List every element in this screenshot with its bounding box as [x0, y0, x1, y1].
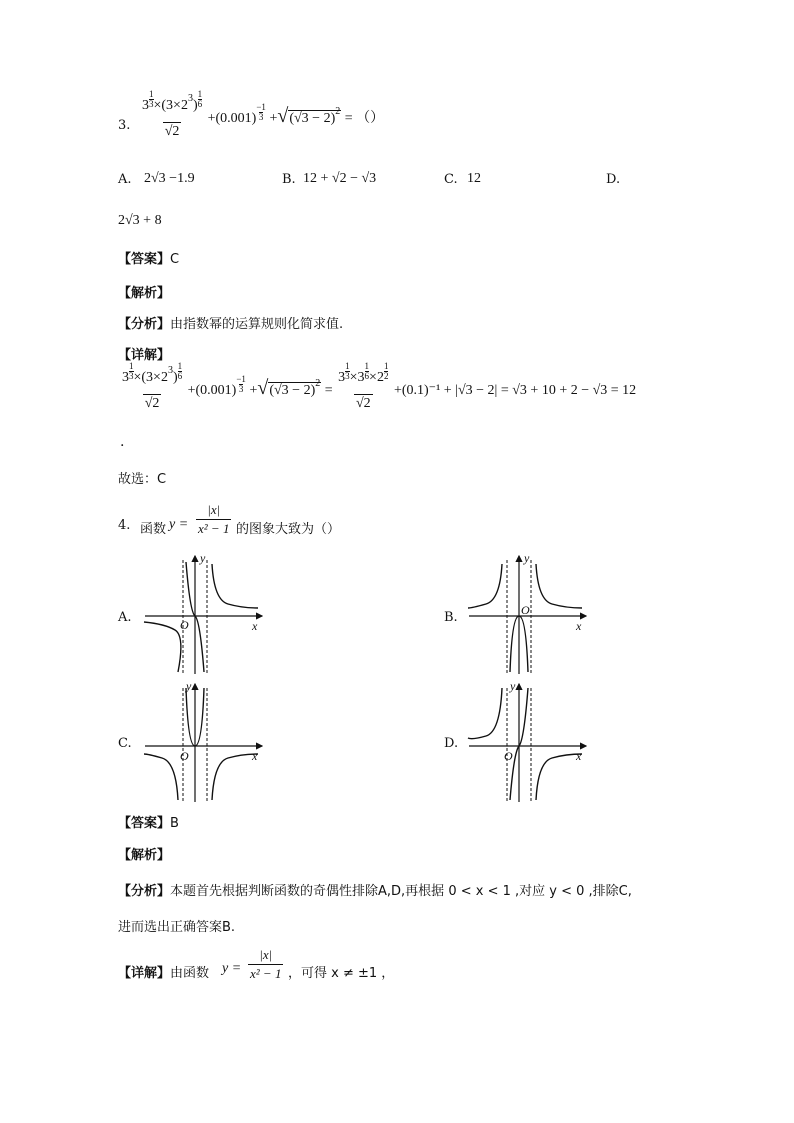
q3-option-d-label: D.	[606, 172, 621, 187]
graph-c	[140, 678, 270, 806]
q3-fenxi-line	[118, 313, 343, 332]
graph-d	[464, 678, 594, 806]
q3-plus-term: +(0.001) $\frac{-1}{3}$	[207, 102, 266, 127]
graph-a-x-label: x	[252, 619, 258, 633]
graph-d-origin: O	[504, 749, 513, 763]
q4-fenxi-text: 本题首先根据判断函数的奇偶性排除A,D,再根据 0 < x < 1 ,对应 y < 0 ,排除C,	[170, 884, 632, 899]
q3-sqrt-term: $+√(√3 - 2)^2$	[269, 105, 341, 128]
answer-tag: 【答案】	[118, 252, 171, 267]
q4-detail-numerator: |x|	[259, 947, 273, 962]
q4-detail-line	[118, 962, 209, 981]
q4-y-eq: y =	[169, 517, 189, 532]
q3-option-b-label: B.	[282, 172, 296, 187]
q3-option-d: 2√3 + 8	[118, 213, 162, 228]
q4-detail-denominator: x² − 1	[250, 966, 282, 981]
q3-option-c: 12	[467, 171, 481, 186]
graph-a-origin: O	[180, 618, 189, 632]
q4-answer: B	[170, 816, 179, 831]
q3-period: .	[120, 434, 125, 450]
graph-c-label: C.	[118, 736, 132, 751]
q4-fraction	[196, 502, 231, 537]
graph-c-y-label: y	[186, 679, 192, 693]
graph-d-x-label: x	[576, 749, 582, 763]
q4-analysis-tag: 【解析】	[118, 848, 171, 863]
q3-number: 3.	[118, 118, 131, 133]
graph-b-label: B.	[444, 610, 458, 625]
q3-detail-mid-fraction: 3 $\frac{1}{3}$ ×3 $\frac{1}{6}$ ×2 $\frac{1}{2}$ √2	[338, 361, 389, 411]
q3-detail-expression: 3 $\frac{1}{3}$ $\times(3\times 2^3)$ $\frac{1}{6}$ √2 +(0.001) $\frac{-1}{3}$ $+√(√3 - 2)^2$ = 3 $\frac{1}{3}$ ×3 $\frac{1}{6}$ ×2 $\frac{1}{2}$ √2 +(0.1)⁻¹ + |√3 − 2| = √3 + 10 + 2 − √3 = 12	[122, 361, 637, 411]
graph-a-y-label: y	[200, 551, 206, 565]
q4-numerator: |x|	[207, 502, 221, 517]
q3-option-a-label: A.	[118, 172, 132, 187]
q4-number: 4.	[118, 518, 131, 533]
q3-answer-line	[118, 248, 179, 267]
q3-analysis-tag: 【解析】	[118, 286, 171, 301]
q4-denominator: x² − 1	[198, 521, 230, 536]
detail-tag: 【详解】	[118, 966, 171, 981]
q4-answer-line	[118, 812, 179, 831]
graph-b-origin: O	[521, 603, 530, 617]
graph-a	[140, 550, 270, 678]
q3-option-b: 12 + √2 − √3	[303, 171, 377, 186]
fenxi-tag: 【分析】	[118, 884, 171, 899]
q4-pre: 函数	[140, 522, 167, 537]
q4-post: 的图象大致为（）	[236, 522, 341, 537]
q3-denominator: √2	[164, 124, 180, 139]
graph-b-y-label: y	[524, 551, 530, 565]
graph-c-origin: O	[180, 749, 189, 763]
q3-equals: = （）	[344, 111, 385, 127]
fenxi-tag: 【分析】	[118, 317, 171, 332]
q3-main-fraction: 3 $\frac{1}{3}$ $\times(3\times 2^3)$ $\frac{1}{6}$ √2	[142, 89, 203, 139]
graph-c-x-label: x	[252, 749, 258, 763]
graph-d-label: D.	[444, 736, 459, 751]
q3-detail-lhs-fraction: 3 $\frac{1}{3}$ $\times(3\times 2^3)$ $\frac{1}{6}$ √2	[122, 361, 183, 411]
q3-choose: 故选：C	[118, 472, 167, 487]
q3-detail-tag: 【详解】	[118, 348, 171, 363]
q3-option-c-label: C.	[444, 172, 458, 187]
q3-fenxi-text: 由指数幂的运算规则化简求值.	[170, 317, 344, 332]
q4-detail-pre: 由函数	[170, 966, 210, 981]
graph-b-x-label: x	[576, 619, 582, 633]
q3-option-a: 2√3 −1.9	[144, 171, 195, 186]
answer-tag: 【答案】	[118, 816, 171, 831]
q4-detail-fraction	[248, 947, 283, 982]
q4-detail-post: ，可得 x ≠ ±1 ，	[288, 966, 395, 981]
q3-detail-rhs: +(0.1)⁻¹ + |√3 − 2| = √3 + 10 + 2 − √3 = 12	[393, 383, 637, 399]
q4-detail-y-eq: y =	[222, 961, 242, 976]
graph-a-label: A.	[118, 610, 132, 625]
graph-d-y-label: y	[510, 679, 516, 693]
q4-fenxi-line	[118, 880, 632, 899]
q4-fenxi-text2: 进而选出正确答案B.	[118, 920, 236, 935]
q3-expression	[140, 89, 440, 158]
graph-b	[464, 550, 594, 678]
q3-answer: C	[170, 252, 180, 267]
